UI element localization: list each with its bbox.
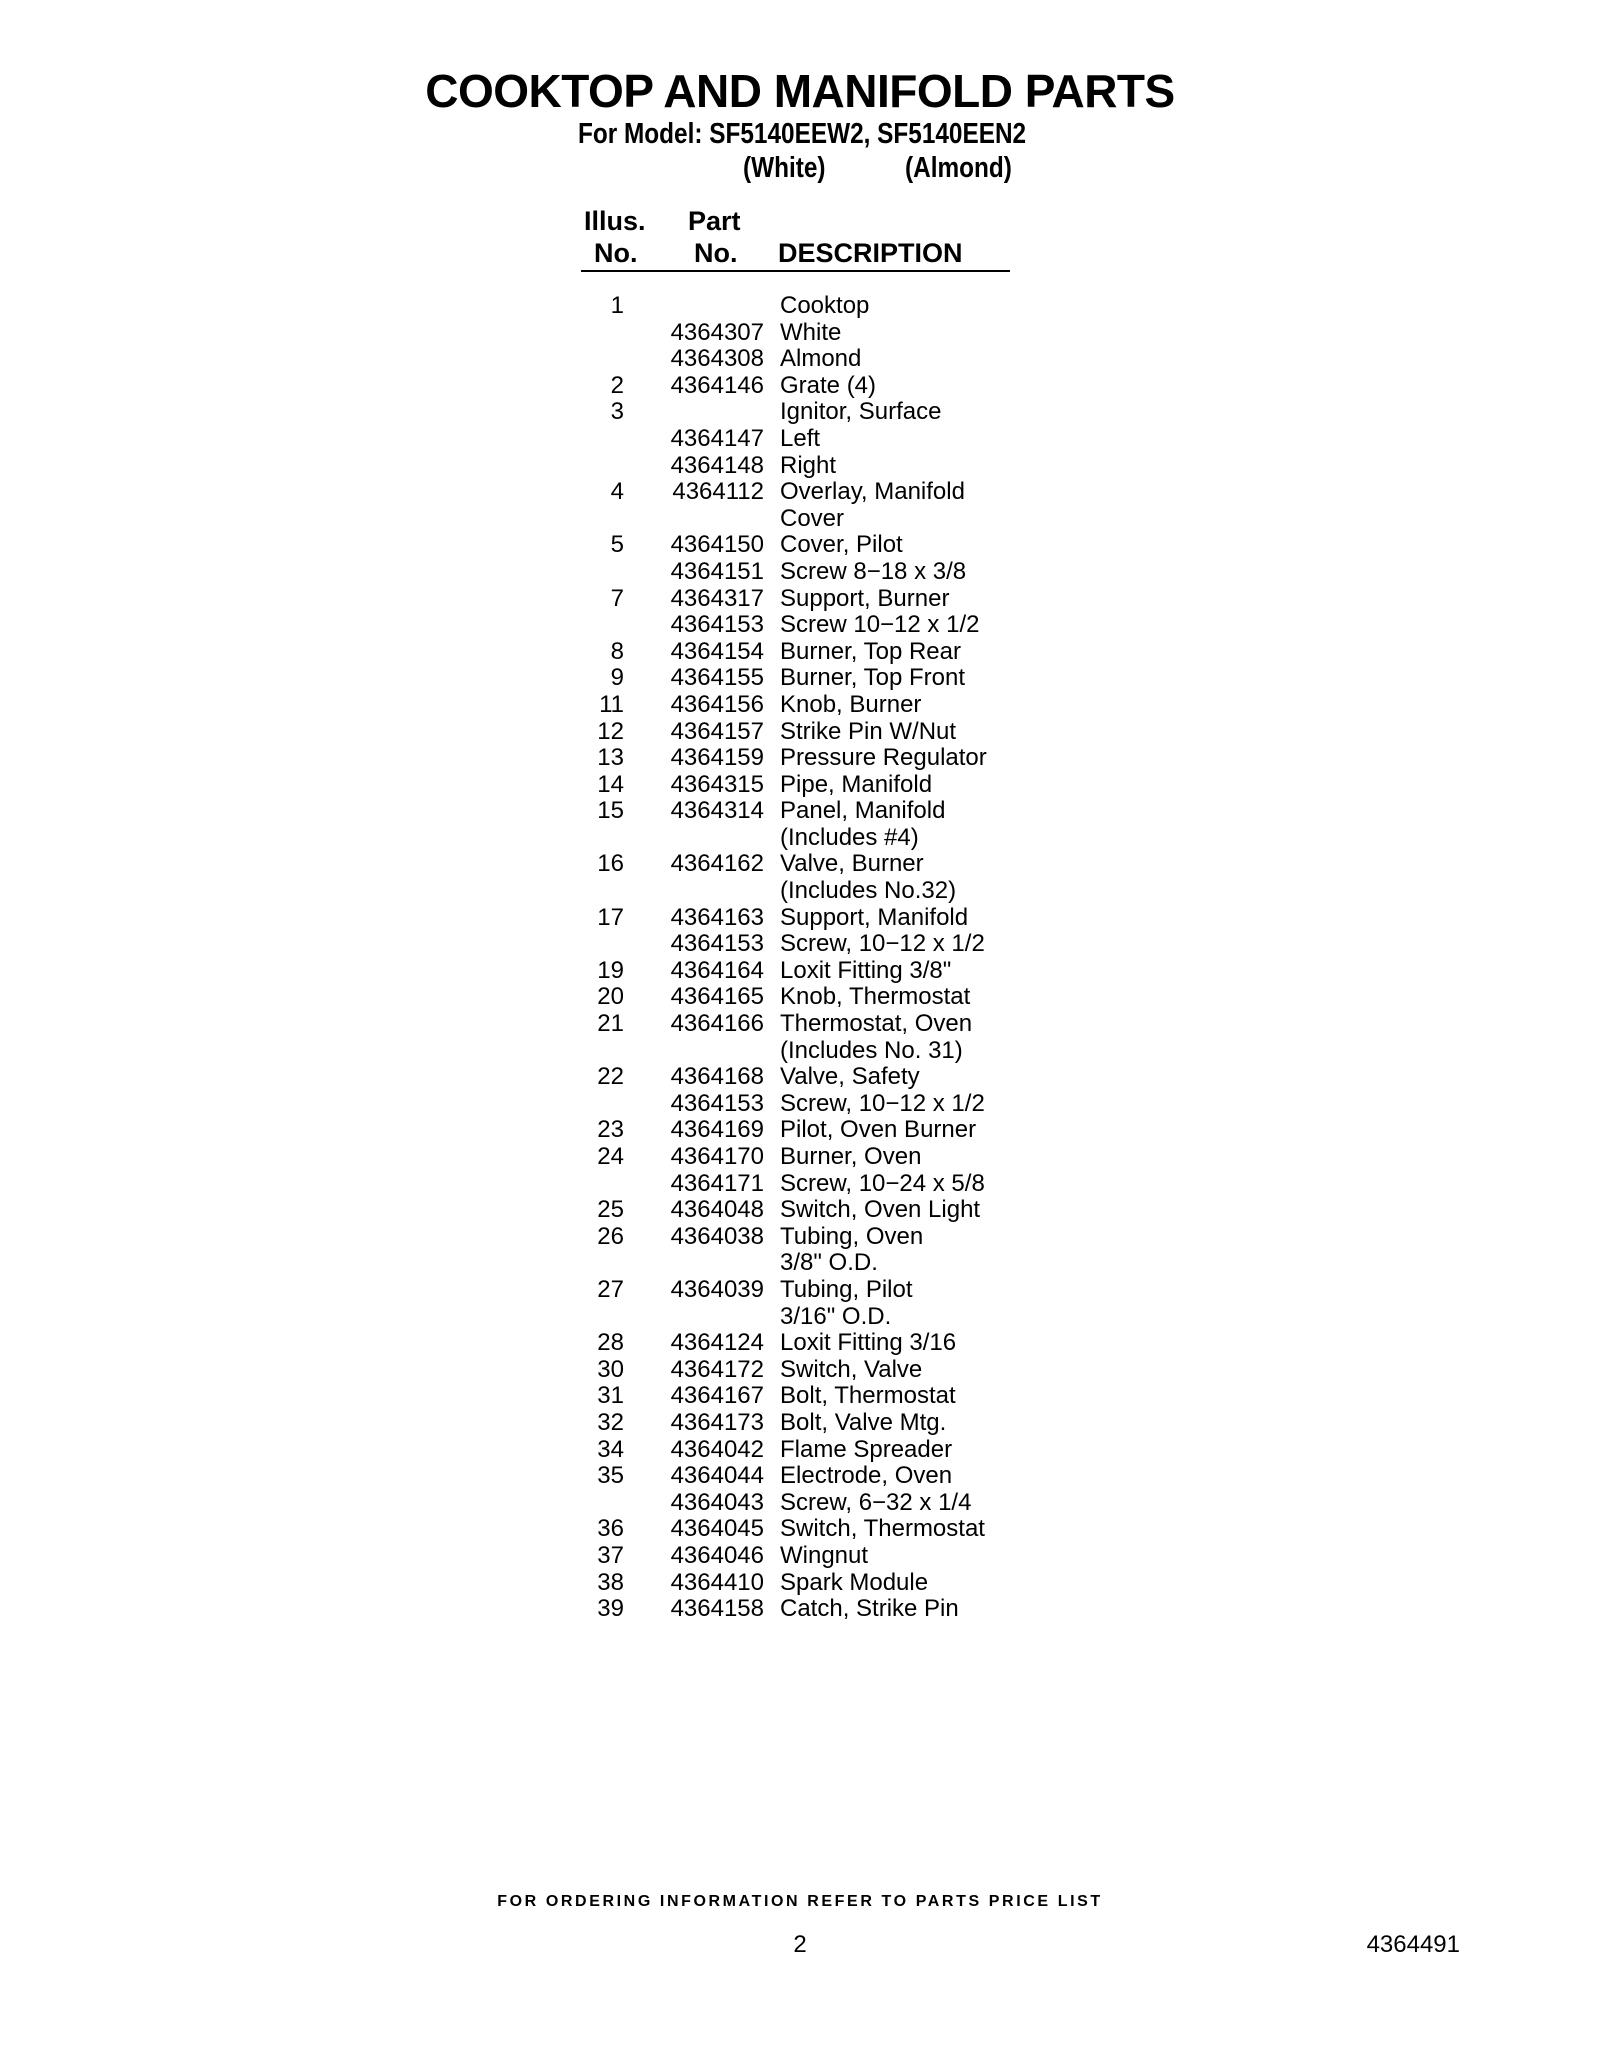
part-number: 4364162: [670, 850, 764, 878]
part-number: 4364163: [670, 903, 764, 931]
part-description: Electrode, Oven: [780, 1462, 953, 1490]
part-number: 4364044: [670, 1462, 764, 1490]
table-row: [560, 851, 1060, 878]
illus-number: 35: [597, 1462, 624, 1490]
table-row: [560, 958, 1060, 985]
illus-number: 25: [597, 1196, 624, 1224]
table-row: [560, 426, 1060, 453]
part-number: 4364158: [670, 1595, 764, 1623]
part-description: Screw 8−18 x 3/8: [780, 557, 967, 585]
part-description: Pilot, Oven Burner: [780, 1116, 977, 1144]
part-description: Tubing, Pilot: [780, 1275, 913, 1303]
part-description: Screw 10−12 x 1/2: [780, 611, 980, 639]
part-number: 4364039: [670, 1275, 764, 1303]
part-number: 4364124: [670, 1329, 764, 1357]
part-description: Pressure Regulator: [780, 744, 987, 772]
part-description: Screw, 6−32 x 1/4: [780, 1488, 972, 1516]
part-description: Valve, Burner: [780, 850, 924, 878]
table-row: [560, 373, 1060, 400]
part-number: 4364146: [670, 371, 764, 399]
part-number: 4364038: [670, 1222, 764, 1250]
part-description: Catch, Strike Pin: [780, 1595, 959, 1623]
part-description: Burner, Top Front: [780, 664, 965, 692]
table-row: [560, 665, 1060, 692]
part-description: (Includes No. 31): [780, 1036, 963, 1064]
part-number: 4364314: [670, 797, 764, 825]
table-row: [560, 612, 1060, 639]
part-number: 4364159: [670, 744, 764, 772]
illus-number: 30: [597, 1355, 624, 1383]
table-row: [560, 346, 1060, 373]
illus-number: 14: [597, 770, 624, 798]
part-number: 4364153: [670, 930, 764, 958]
part-description: Bolt, Thermostat: [780, 1382, 956, 1410]
illus-number: 7: [610, 584, 624, 612]
table-row: [560, 532, 1060, 559]
part-number: 4364166: [670, 1010, 764, 1038]
table-row: [560, 1011, 1060, 1038]
illus-number: 8: [610, 637, 624, 665]
part-number: 4364045: [670, 1515, 764, 1543]
illus-number: 4: [610, 478, 624, 506]
part-description: Burner, Top Rear: [780, 637, 961, 665]
part-number: 4364043: [670, 1488, 764, 1516]
table-row: [560, 1064, 1060, 1091]
illus-number: 1: [610, 292, 624, 319]
column-header-description: DESCRIPTION: [778, 238, 963, 268]
table-row: [560, 1144, 1060, 1171]
illus-number: 36: [597, 1515, 624, 1543]
part-description: Screw, 10−12 x 1/2: [780, 930, 985, 958]
part-description: Loxit Fitting 3/8": [780, 956, 952, 984]
header-divider: [581, 270, 1010, 272]
part-description: Knob, Burner: [780, 690, 922, 718]
part-number: 4364308: [670, 345, 764, 373]
illus-number: 13: [597, 744, 624, 772]
part-number: 4364150: [670, 531, 764, 559]
part-description: Thermostat, Oven: [780, 1010, 973, 1038]
table-row: [560, 1224, 1060, 1251]
page-number: 2: [793, 1931, 807, 1958]
table-row: [560, 745, 1060, 772]
illus-number: 24: [597, 1143, 624, 1170]
table-row: [560, 639, 1060, 666]
part-description: Valve, Safety: [780, 1063, 920, 1091]
part-description: Spark Module: [780, 1568, 929, 1596]
part-number: 4364153: [670, 611, 764, 639]
part-description: 3/16" O.D.: [780, 1302, 892, 1330]
ordering-info-note: FOR ORDERING INFORMATION REFER TO PARTS PRICE LIST: [497, 1893, 1103, 1910]
table-row: [560, 506, 1060, 533]
table-row: [560, 293, 1060, 320]
page-title: COOKTOP AND MANIFOLD PARTS: [425, 65, 1175, 117]
table-row: [560, 798, 1060, 825]
part-number: 4364307: [670, 318, 764, 346]
column-header-part-line2: No.: [694, 238, 738, 268]
part-description: Panel, Manifold: [780, 797, 946, 825]
table-row: [560, 586, 1060, 613]
part-description: Grate (4): [780, 371, 877, 399]
part-description: Burner, Oven: [780, 1143, 922, 1170]
illus-number: 31: [597, 1382, 624, 1410]
table-row: [560, 1171, 1060, 1198]
table-row: [560, 931, 1060, 958]
illus-number: 16: [597, 850, 624, 878]
part-number: 4364315: [670, 770, 764, 798]
part-number: 4364410: [670, 1568, 764, 1596]
illus-number: 27: [597, 1275, 624, 1303]
part-description: Loxit Fitting 3/16: [780, 1329, 957, 1357]
part-number: 4364042: [670, 1435, 764, 1463]
part-description: Right: [780, 451, 837, 479]
part-description: Support, Manifold: [780, 903, 969, 931]
table-row: [560, 1596, 1060, 1623]
part-description: Switch, Thermostat: [780, 1515, 985, 1543]
table-row: [560, 1304, 1060, 1331]
illus-number: 2: [610, 371, 624, 399]
part-number: 4364172: [670, 1355, 764, 1383]
illus-number: 17: [597, 903, 624, 931]
table-row: [560, 1117, 1060, 1144]
part-number: 4364147: [670, 424, 764, 452]
illus-number: 9: [610, 664, 624, 692]
part-number: 4364317: [670, 584, 764, 612]
table-row: [560, 453, 1060, 480]
table-row: [560, 905, 1060, 932]
part-number: 4364164: [670, 956, 764, 984]
document-number: 4364491: [1366, 1931, 1460, 1958]
illus-number: 22: [597, 1063, 624, 1091]
part-number: 4364157: [670, 717, 764, 745]
table-row: [560, 719, 1060, 746]
table-row: [560, 1463, 1060, 1490]
part-number: 4364148: [670, 451, 764, 479]
table-row: [560, 1038, 1060, 1065]
illus-number: 5: [610, 531, 624, 559]
part-number: 4364169: [670, 1116, 764, 1144]
table-row: [560, 772, 1060, 799]
table-row: [560, 1250, 1060, 1277]
column-header-illus-line1: Illus.: [584, 206, 646, 236]
part-number: 4364170: [670, 1143, 764, 1170]
part-description: Cooktop: [780, 292, 870, 319]
part-description: Tubing, Oven: [780, 1222, 924, 1250]
part-number: 4364154: [670, 637, 764, 665]
table-row: [560, 1330, 1060, 1357]
part-description: (Includes #4): [780, 823, 919, 851]
illus-number: 12: [597, 717, 624, 745]
part-number: 4364171: [670, 1169, 764, 1197]
table-row: [560, 559, 1060, 586]
table-row: [560, 1091, 1060, 1118]
part-description: Flame Spreader: [780, 1435, 953, 1463]
table-row: [560, 1543, 1060, 1570]
part-description: Knob, Thermostat: [780, 983, 971, 1011]
illus-number: 15: [597, 797, 624, 825]
table-row: [560, 1437, 1060, 1464]
part-description: Switch, Oven Light: [780, 1196, 981, 1224]
part-description: Cover: [780, 504, 845, 532]
part-description: Strike Pin W/Nut: [780, 717, 957, 745]
model-color-white: (White): [743, 152, 826, 184]
table-row: [560, 1197, 1060, 1224]
table-row: [560, 1570, 1060, 1597]
part-number: 4364168: [670, 1063, 764, 1091]
part-number: 4364151: [670, 557, 764, 585]
part-number: 4364048: [670, 1196, 764, 1224]
part-description: Screw, 10−12 x 1/2: [780, 1089, 985, 1117]
part-number: 4364156: [670, 690, 764, 718]
part-description: Ignitor, Surface: [780, 398, 942, 426]
table-row: [560, 984, 1060, 1011]
part-description: 3/8" O.D.: [780, 1249, 878, 1277]
part-description: Left: [780, 424, 821, 452]
column-header-part-line1: Part: [688, 206, 741, 236]
part-description: Cover, Pilot: [780, 531, 903, 559]
part-description: Wingnut: [780, 1541, 869, 1569]
part-number: 4364173: [670, 1408, 764, 1436]
illus-number: 23: [597, 1116, 624, 1144]
illus-number: 38: [597, 1568, 624, 1596]
part-number: 4364165: [670, 983, 764, 1011]
part-description: Overlay, Manifold: [780, 478, 965, 506]
table-row: [560, 825, 1060, 852]
part-description: (Includes No.32): [780, 877, 957, 905]
part-description: Screw, 10−24 x 5/8: [780, 1169, 985, 1197]
part-number: 4364155: [670, 664, 764, 692]
table-row: [560, 1383, 1060, 1410]
part-description: Almond: [780, 345, 862, 373]
illus-number: 19: [597, 956, 624, 984]
part-number: 4364112: [672, 478, 764, 506]
part-description: White: [780, 318, 842, 346]
illus-number: 21: [597, 1010, 624, 1038]
column-header-illus-line2: No.: [594, 238, 638, 268]
table-row: [560, 320, 1060, 347]
part-description: Pipe, Manifold: [780, 770, 933, 798]
part-number: 4364153: [670, 1089, 764, 1117]
model-line: For Model: SF5140EEW2, SF5140EEN2: [578, 118, 1027, 150]
table-row: [560, 399, 1060, 426]
illus-number: 34: [597, 1435, 624, 1463]
part-description: Switch, Valve: [780, 1355, 923, 1383]
table-row: [560, 1357, 1060, 1384]
illus-number: 39: [597, 1595, 624, 1623]
illus-number: 20: [597, 983, 624, 1011]
table-row: [560, 1410, 1060, 1437]
table-row: [560, 878, 1060, 905]
part-number: 4364167: [670, 1382, 764, 1410]
illus-number: 28: [597, 1329, 624, 1357]
illus-number: 32: [597, 1408, 624, 1436]
illus-number: 11: [599, 690, 624, 718]
parts-list: [560, 293, 1060, 1623]
table-row: [560, 479, 1060, 506]
illus-number: 37: [597, 1541, 624, 1569]
table-row: [560, 1490, 1060, 1517]
part-description: Support, Burner: [780, 584, 950, 612]
table-row: [560, 692, 1060, 719]
illus-number: 3: [610, 398, 624, 426]
table-row: [560, 1516, 1060, 1543]
part-description: Bolt, Valve Mtg.: [780, 1408, 947, 1436]
illus-number: 26: [597, 1222, 624, 1250]
part-number: 4364046: [670, 1541, 764, 1569]
model-color-almond: (Almond): [905, 152, 1012, 184]
table-row: [560, 1277, 1060, 1304]
